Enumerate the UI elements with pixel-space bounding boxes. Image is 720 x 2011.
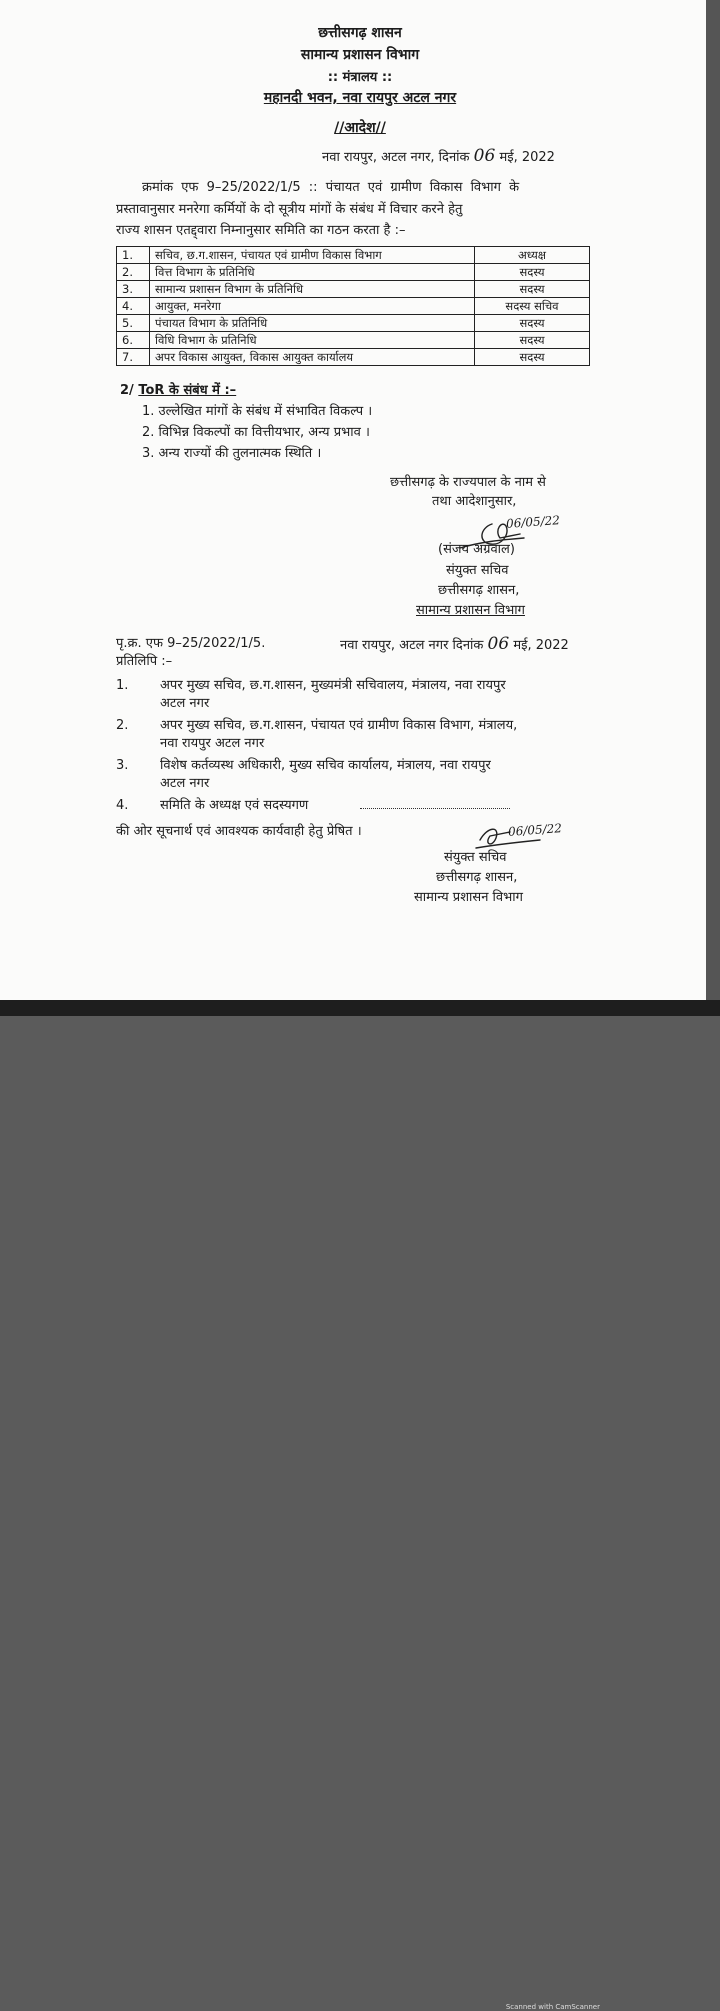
committee-row-member: अपर विकास आयुक्त, विकास आयुक्त कार्यालय: [150, 349, 475, 366]
signature-1-date: 06/05/22: [505, 513, 561, 531]
authority-line-1: छत्तीसगढ़ के राज्यपाल के नाम से: [390, 475, 546, 490]
committee-row-role: सदस्य: [475, 332, 590, 349]
committee-row-number: 7.: [117, 349, 150, 366]
tor-heading-number: 2/: [120, 383, 134, 398]
committee-row: [117, 332, 590, 349]
signatory-1-name: (संजय अग्रवाल): [438, 542, 515, 557]
recipient-3-line-2: अटल नगर: [160, 776, 210, 791]
order-date: [322, 148, 555, 166]
committee-row-member: वित्त विभाग के प्रतिनिधि: [150, 264, 475, 281]
committee-row: [117, 298, 590, 315]
signature-2-date: 06/05/22: [507, 821, 563, 839]
order-date-suffix: मई, 2022: [499, 150, 555, 165]
scanner-note: Scanned with CamScanner: [505, 2003, 600, 2011]
committee-row: [117, 264, 590, 281]
committee-row: [117, 315, 590, 332]
committee-row-number: 1.: [117, 247, 150, 264]
order-date-day: 06: [473, 146, 496, 166]
committee-row-role: अध्यक्ष: [475, 247, 590, 264]
endorsement-date-day: 06: [487, 634, 510, 654]
committee-table: [116, 246, 590, 366]
committee-row-role: सदस्य: [475, 315, 590, 332]
committee-row-role: सदस्य: [475, 264, 590, 281]
committee-row-role: सदस्य सचिव: [475, 298, 590, 315]
recipient-2-number: 2.: [116, 718, 129, 733]
header-department: सामान्य प्रशासन विभाग: [300, 47, 420, 63]
recipient-1-line-1: अपर मुख्य सचिव, छ.ग.शासन, मुख्यमंत्री सचिवालय, मंत्रालय, नवा रायपुर: [160, 678, 506, 693]
scanner-footer: [0, 1000, 720, 2011]
committee-row-number: 4.: [117, 298, 150, 315]
committee-row-member: विधि विभाग के प्रतिनिधि: [150, 332, 475, 349]
recipient-3-line-1: विशेष कर्तव्यस्थ अधिकारी, मुख्य सचिव कार्यालय, मंत्रालय, नवा रायपुर: [160, 758, 491, 773]
signatory-2-designation: संयुक्त सचिव: [444, 850, 507, 865]
closing-line: की ओर सूचनार्थ एवं आवश्यक कार्यवाही हेतु प्रेषित ।: [116, 824, 362, 839]
tor-item-1: 1. उल्लेखित मांगों के संबंध में संभावित विकल्प ।: [142, 404, 373, 419]
scan-margin: [706, 0, 720, 1016]
committee-row-number: 6.: [117, 332, 150, 349]
endorsement-date-suffix: मई, 2022: [513, 638, 569, 653]
endorsement-date: [340, 636, 569, 654]
committee-row-member: सचिव, छ.ग.शासन, पंचायत एवं ग्रामीण विकास विभाग: [150, 247, 475, 264]
intro-line-3: राज्य शासन एतद्द्वारा निम्नानुसार समिति का गठन करता है :–: [116, 223, 406, 238]
header-state: छत्तीसगढ़ शासन: [318, 25, 402, 41]
committee-row: [117, 247, 590, 264]
header-ministry: :: मंत्रालय ::: [327, 70, 393, 85]
recipient-4-dotted-line: [360, 808, 510, 809]
order-title: //आदेश//: [334, 120, 386, 136]
signatory-1-department: सामान्य प्रशासन विभाग: [416, 603, 525, 618]
recipient-4-line-1: समिति के अध्यक्ष एवं सदस्यगण: [160, 798, 309, 813]
committee-row-role: सदस्य: [475, 349, 590, 366]
committee-row: [117, 349, 590, 366]
copy-label: प्रतिलिपि :–: [116, 654, 173, 669]
endorsement-ref: पृ.क्र. एफ 9–25/2022/1/5.: [116, 636, 266, 651]
committee-row-member: सामान्य प्रशासन विभाग के प्रतिनिधि: [150, 281, 475, 298]
recipient-2-line-1: अपर मुख्य सचिव, छ.ग.शासन, पंचायत एवं ग्रामीण विकास विभाग, मंत्रालय,: [160, 718, 518, 733]
header-address: महानदी भवन, नवा रायपुर अटल नगर: [263, 90, 457, 106]
signatory-2-department: सामान्य प्रशासन विभाग: [414, 890, 523, 905]
signatory-2-org: छत्तीसगढ़ शासन,: [436, 870, 518, 885]
committee-row-member: आयुक्त, मनरेगा: [150, 298, 475, 315]
endorsement-date-prefix: नवा रायपुर, अटल नगर दिनांक: [340, 638, 484, 653]
intro-line-1: क्रमांक एफ 9–25/2022/1/5 :: पंचायत एवं ग्रामीण विकास विभाग के: [142, 180, 520, 195]
recipient-2-line-2: नवा रायपुर अटल नगर: [160, 736, 265, 751]
committee-row-number: 5.: [117, 315, 150, 332]
order-date-prefix: नवा रायपुर, अटल नगर, दिनांक: [322, 150, 470, 165]
recipient-3-number: 3.: [116, 758, 129, 773]
recipient-4-number: 4.: [116, 798, 129, 813]
tor-item-3: 3. अन्य राज्यों की तुलनात्मक स्थिति ।: [142, 446, 322, 461]
intro-line-2: प्रस्तावानुसार मनरेगा कर्मियों के दो सूत्रीय मांगों के संबंध में विचार करने हेतु: [116, 202, 463, 217]
committee-row: [117, 281, 590, 298]
authority-line-2: तथा आदेशानुसार,: [432, 494, 517, 509]
committee-row-number: 2.: [117, 264, 150, 281]
committee-row-role: सदस्य: [475, 281, 590, 298]
recipient-1-line-2: अटल नगर: [160, 696, 210, 711]
tor-item-2: 2. विभिन्न विकल्पों का वित्तीयभार, अन्य प्रभाव ।: [142, 425, 370, 440]
tor-heading: [120, 383, 236, 399]
signatory-1-org: छत्तीसगढ़ शासन,: [438, 583, 520, 598]
committee-row-member: पंचायत विभाग के प्रतिनिधि: [150, 315, 475, 332]
signatory-1-designation: संयुक्त सचिव: [446, 563, 509, 578]
recipient-1-number: 1.: [116, 678, 129, 693]
committee-row-number: 3.: [117, 281, 150, 298]
tor-heading-text: ToR के संबंध में :–: [138, 383, 237, 398]
